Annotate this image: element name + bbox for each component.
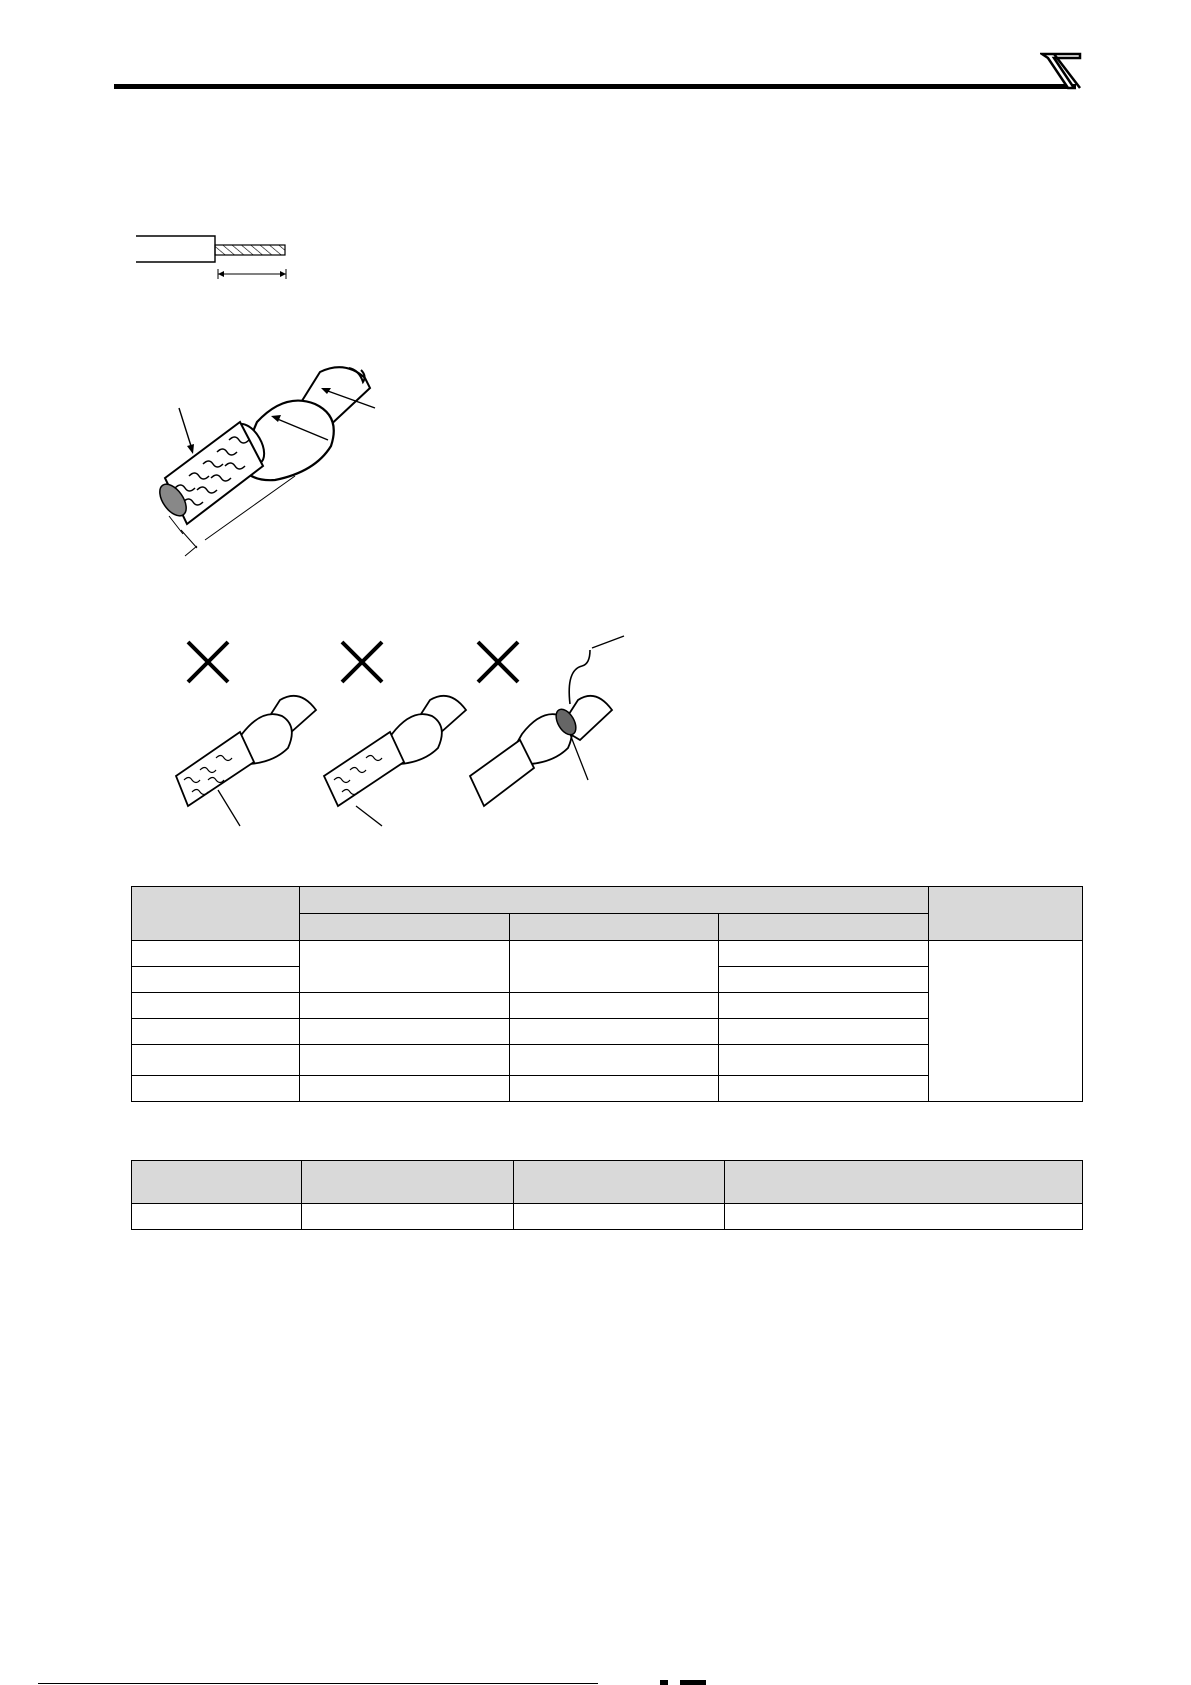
table-header-cell bbox=[929, 887, 1083, 941]
crimped-ferrule-diagram bbox=[145, 360, 415, 580]
table-header-cell bbox=[719, 914, 929, 941]
crimping-tool-table bbox=[131, 1160, 1083, 1230]
table-header-cell bbox=[301, 1161, 513, 1204]
table-header-cell bbox=[725, 1161, 1083, 1204]
table-header-cell bbox=[299, 914, 509, 941]
table-header-cell bbox=[509, 914, 719, 941]
table-header-cell bbox=[299, 887, 928, 914]
table-header-cell bbox=[513, 1161, 725, 1204]
table-header-cell bbox=[132, 1161, 302, 1204]
ferrule-specification-table bbox=[131, 886, 1083, 1102]
footer-rule bbox=[38, 1683, 598, 1684]
header-rule bbox=[114, 84, 1076, 89]
footer-mark bbox=[660, 1680, 668, 1685]
table-header-cell bbox=[132, 887, 300, 941]
table-row bbox=[132, 941, 1083, 967]
x-mark-icon bbox=[188, 642, 518, 682]
footer-mark bbox=[680, 1680, 706, 1685]
table-row bbox=[132, 1204, 1083, 1230]
incorrect-crimp-examples bbox=[170, 630, 630, 830]
wire-strip-length-diagram bbox=[132, 232, 292, 284]
section-corner-mark-icon bbox=[1040, 52, 1082, 90]
